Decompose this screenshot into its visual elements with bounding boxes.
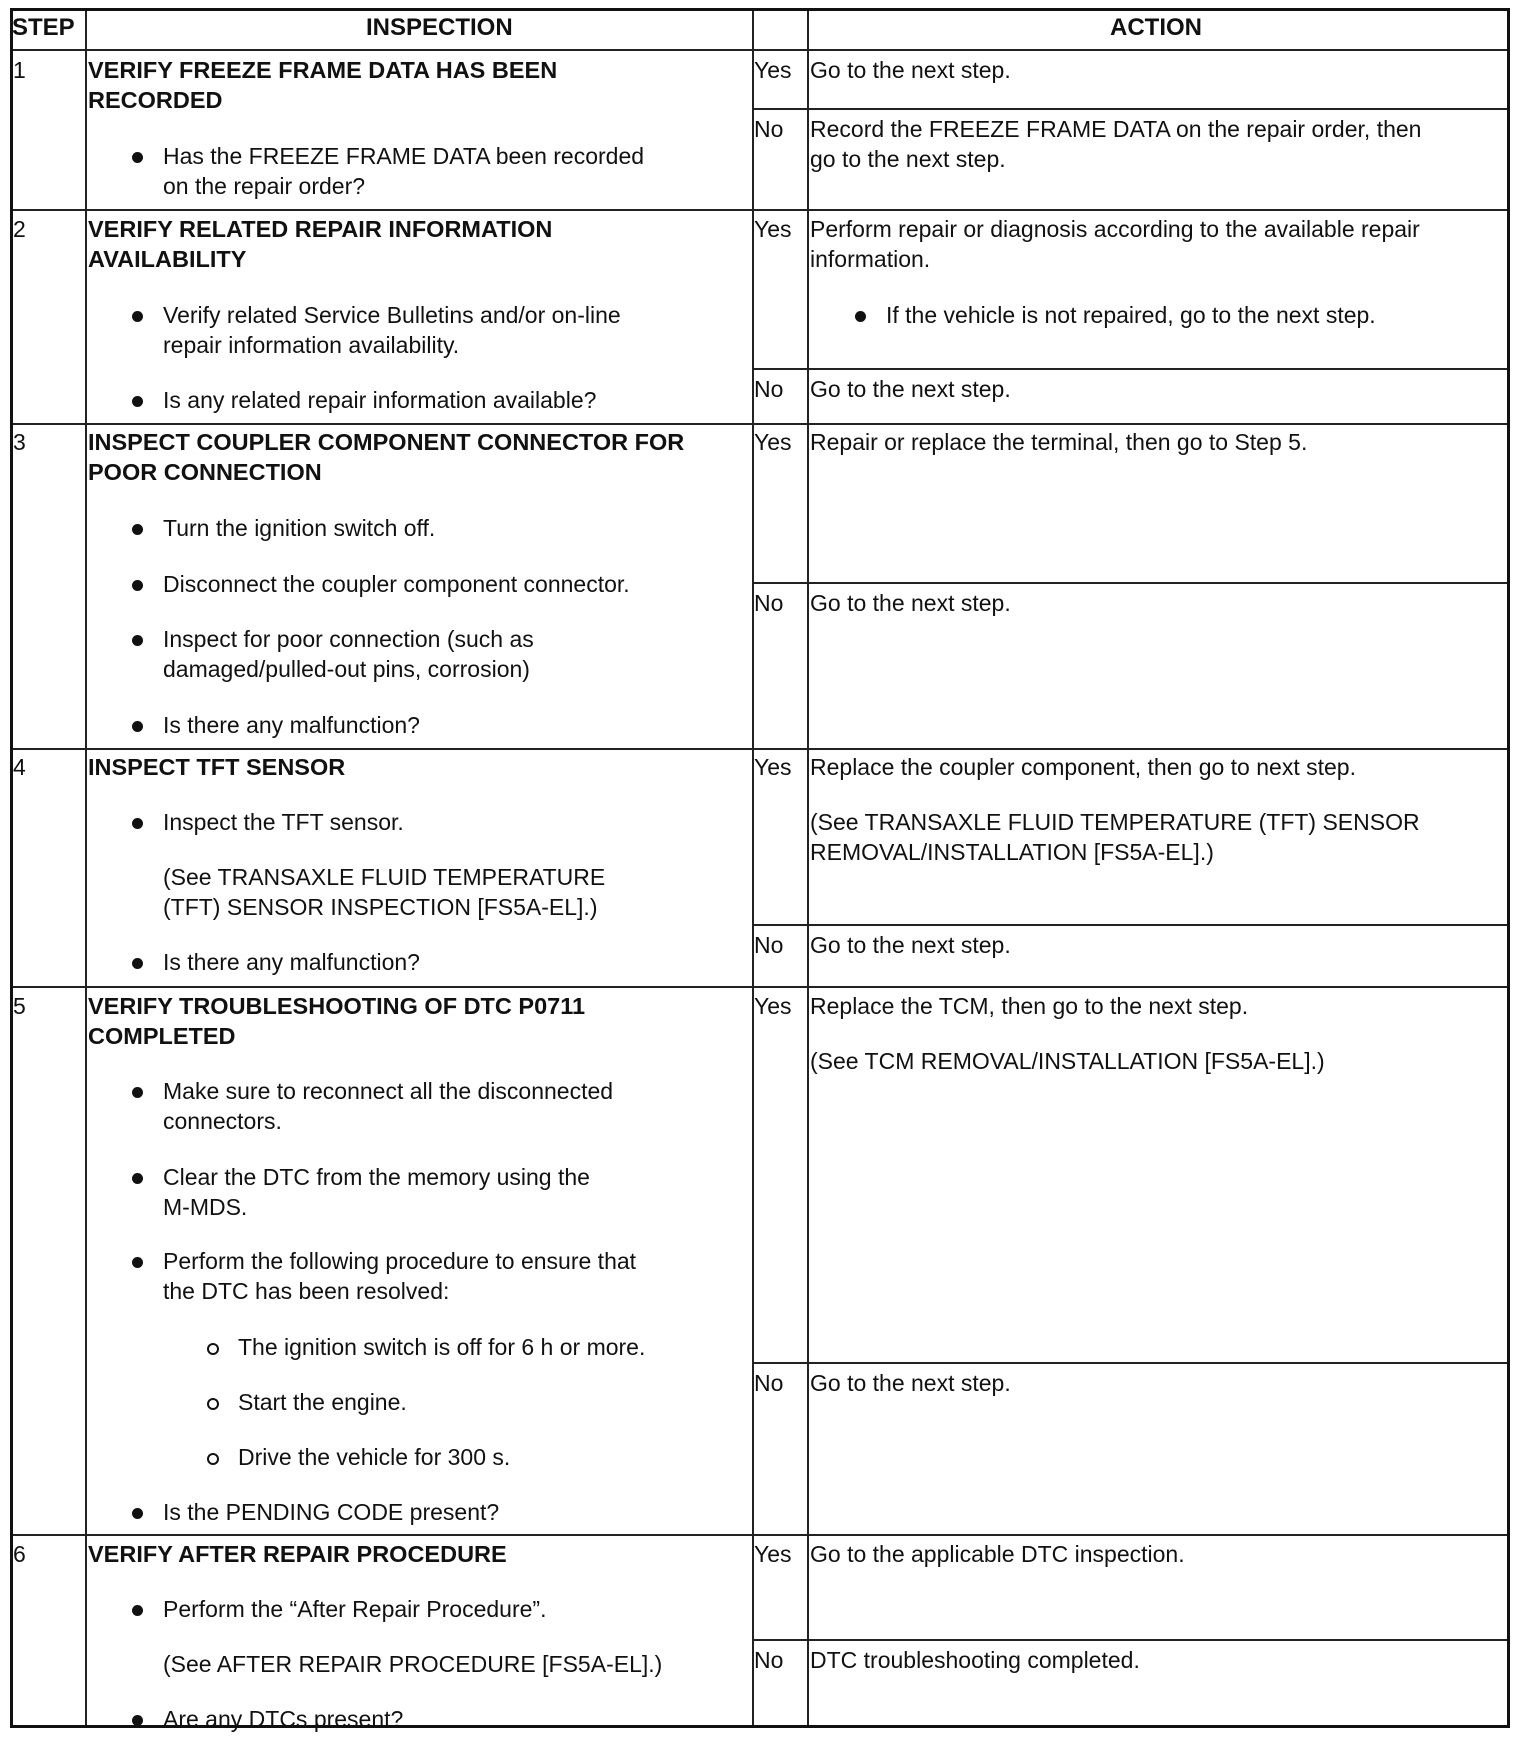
yes-label: Yes	[754, 429, 792, 455]
inspection-item-line: Clear the DTC from the memory using the	[163, 1164, 590, 1190]
step-title-line: INSPECT TFT SENSOR	[88, 754, 346, 780]
yes-label: Yes	[754, 993, 792, 1019]
header-action: ACTION	[1110, 14, 1202, 41]
row-divider	[13, 1534, 1507, 1536]
inspection-item-line: connectors.	[163, 1108, 282, 1134]
inspection-item-line: repair information availability.	[163, 332, 460, 358]
step-number: 1	[13, 57, 26, 83]
inspection-item-line: Is there any malfunction?	[163, 949, 420, 975]
bullet-icon	[132, 635, 143, 646]
yes-no-divider	[752, 1362, 1507, 1364]
yes-no-divider	[752, 1639, 1507, 1641]
inspection-reference-line: (See AFTER REPAIR PROCEDURE [FS5A-EL].)	[163, 1651, 663, 1677]
yes-action-line: Go to the applicable DTC inspection.	[810, 1541, 1185, 1567]
inspection-item-line: Is any related repair information available?	[163, 387, 597, 413]
inspection-item-line: Has the FREEZE FRAME DATA been recorded	[163, 143, 645, 169]
yes-no-divider	[752, 582, 1507, 584]
yes-reference-line: (See TRANSAXLE FLUID TEMPERATURE (TFT) SENSOR	[810, 809, 1420, 835]
step-title-line: POOR CONNECTION	[88, 459, 322, 485]
inspection-item-line: M-MDS.	[163, 1194, 248, 1220]
inspection-subitem: Start the engine.	[238, 1389, 407, 1415]
no-action-line: Go to the next step.	[810, 590, 1011, 616]
inspection-item-line: on the repair order?	[163, 173, 366, 199]
step-title-line: VERIFY RELATED REPAIR INFORMATION	[88, 216, 553, 242]
inspection-reference-line: (See TRANSAXLE FLUID TEMPERATURE	[163, 864, 606, 890]
bullet-icon	[132, 1173, 143, 1184]
yes-label: Yes	[754, 57, 792, 83]
inspection-item-line: Verify related Service Bulletins and/or on-line	[163, 302, 621, 328]
bullet-icon	[132, 958, 143, 969]
bullet-icon	[855, 311, 866, 322]
step-title-line: VERIFY AFTER REPAIR PROCEDURE	[88, 1541, 507, 1567]
step-number: 4	[13, 754, 26, 780]
sub-bullet-icon	[207, 1398, 219, 1410]
no-label: No	[754, 1647, 784, 1673]
no-action-line: Go to the next step.	[810, 376, 1011, 402]
bullet-icon	[132, 721, 143, 732]
inspection-item-line: Make sure to reconnect all the disconnected	[163, 1078, 614, 1104]
inspection-item-line: Inspect for poor connection (such as	[163, 626, 534, 652]
bullet-icon	[132, 1508, 143, 1519]
yes-action-line: Repair or replace the terminal, then go to Step 5.	[810, 429, 1308, 455]
yes-action-line: information.	[810, 246, 931, 272]
step-title-line: INSPECT COUPLER COMPONENT CONNECTOR FOR	[88, 429, 685, 455]
header-inspection: INSPECTION	[366, 14, 513, 41]
yes-reference-line: (See TCM REMOVAL/INSTALLATION [FS5A-EL].)	[810, 1048, 1325, 1074]
step-number: 6	[13, 1541, 26, 1567]
col-divider-action	[807, 11, 809, 1725]
yes-reference-line: REMOVAL/INSTALLATION [FS5A-EL].)	[810, 839, 1214, 865]
inspection-item-line: Perform the “After Repair Procedure”.	[163, 1596, 547, 1622]
bullet-icon	[132, 818, 143, 829]
inspection-item-line: damaged/pulled-out pins, corrosion)	[163, 656, 530, 682]
yes-label: Yes	[754, 1541, 792, 1567]
inspection-item-line: Is there any malfunction?	[163, 712, 420, 738]
inspection-subitem: Drive the vehicle for 300 s.	[238, 1444, 511, 1470]
row-divider	[13, 986, 1507, 988]
no-label: No	[754, 116, 784, 142]
inspection-subitem: The ignition switch is off for 6 h or more.	[238, 1334, 646, 1360]
step-number: 3	[13, 429, 26, 455]
step-title-line: COMPLETED	[88, 1023, 236, 1049]
no-action-line: Go to the next step.	[810, 932, 1011, 958]
yes-label: Yes	[754, 754, 792, 780]
inspection-item-line: Turn the ignition switch off.	[163, 515, 436, 541]
no-label: No	[754, 1370, 784, 1396]
row-divider	[13, 423, 1507, 425]
no-action-line: Record the FREEZE FRAME DATA on the repair order, then	[810, 116, 1422, 142]
inspection-item-line: the DTC has been resolved:	[163, 1278, 450, 1304]
col-divider-yesno	[752, 11, 754, 1725]
yes-no-divider	[752, 108, 1507, 110]
bullet-icon	[132, 1605, 143, 1616]
sub-bullet-icon	[207, 1453, 219, 1465]
inspection-item-line: Inspect the TFT sensor.	[163, 809, 404, 835]
yes-action-bullet: If the vehicle is not repaired, go to the next step.	[886, 302, 1376, 328]
yes-action-line: Replace the TCM, then go to the next step.	[810, 993, 1249, 1019]
bullet-icon	[132, 1715, 143, 1726]
bullet-icon	[132, 524, 143, 535]
yes-no-divider	[752, 924, 1507, 926]
row-divider	[13, 209, 1507, 211]
no-label: No	[754, 590, 784, 616]
step-number: 2	[13, 216, 26, 242]
bullet-icon	[132, 1257, 143, 1268]
inspection-item-line: Perform the following procedure to ensure that	[163, 1248, 637, 1274]
sub-bullet-icon	[207, 1343, 219, 1355]
yes-label: Yes	[754, 216, 792, 242]
bullet-icon	[132, 396, 143, 407]
header-row-divider	[13, 49, 1507, 51]
yes-action-line: Perform repair or diagnosis according to the available repair	[810, 216, 1420, 242]
bullet-icon	[132, 152, 143, 163]
inspection-item-line: Disconnect the coupler component connector.	[163, 571, 630, 597]
step-title-line: RECORDED	[88, 87, 223, 113]
step-title-line: AVAILABILITY	[88, 246, 247, 272]
col-divider-step	[85, 11, 87, 1725]
no-action-line: go to the next step.	[810, 146, 1006, 172]
row-divider	[13, 748, 1507, 750]
yes-action-line: Replace the coupler component, then go to next step.	[810, 754, 1356, 780]
step-number: 5	[13, 993, 26, 1019]
bullet-icon	[132, 311, 143, 322]
step-title-line: VERIFY TROUBLESHOOTING OF DTC P0711	[88, 993, 586, 1019]
inspection-reference-line: (TFT) SENSOR INSPECTION [FS5A-EL].)	[163, 894, 598, 920]
yes-action-line: Go to the next step.	[810, 57, 1011, 83]
bullet-icon	[132, 1087, 143, 1098]
inspection-item-line: Is the PENDING CODE present?	[163, 1499, 500, 1525]
yes-no-divider	[752, 368, 1507, 370]
no-label: No	[754, 376, 784, 402]
step-title-line: VERIFY FREEZE FRAME DATA HAS BEEN	[88, 57, 558, 83]
inspection-item-line: Are any DTCs present?	[163, 1706, 404, 1732]
bullet-icon	[132, 580, 143, 591]
header-step: STEP	[12, 14, 75, 41]
no-action-line: DTC troubleshooting completed.	[810, 1647, 1140, 1673]
no-label: No	[754, 932, 784, 958]
no-action-line: Go to the next step.	[810, 1370, 1011, 1396]
